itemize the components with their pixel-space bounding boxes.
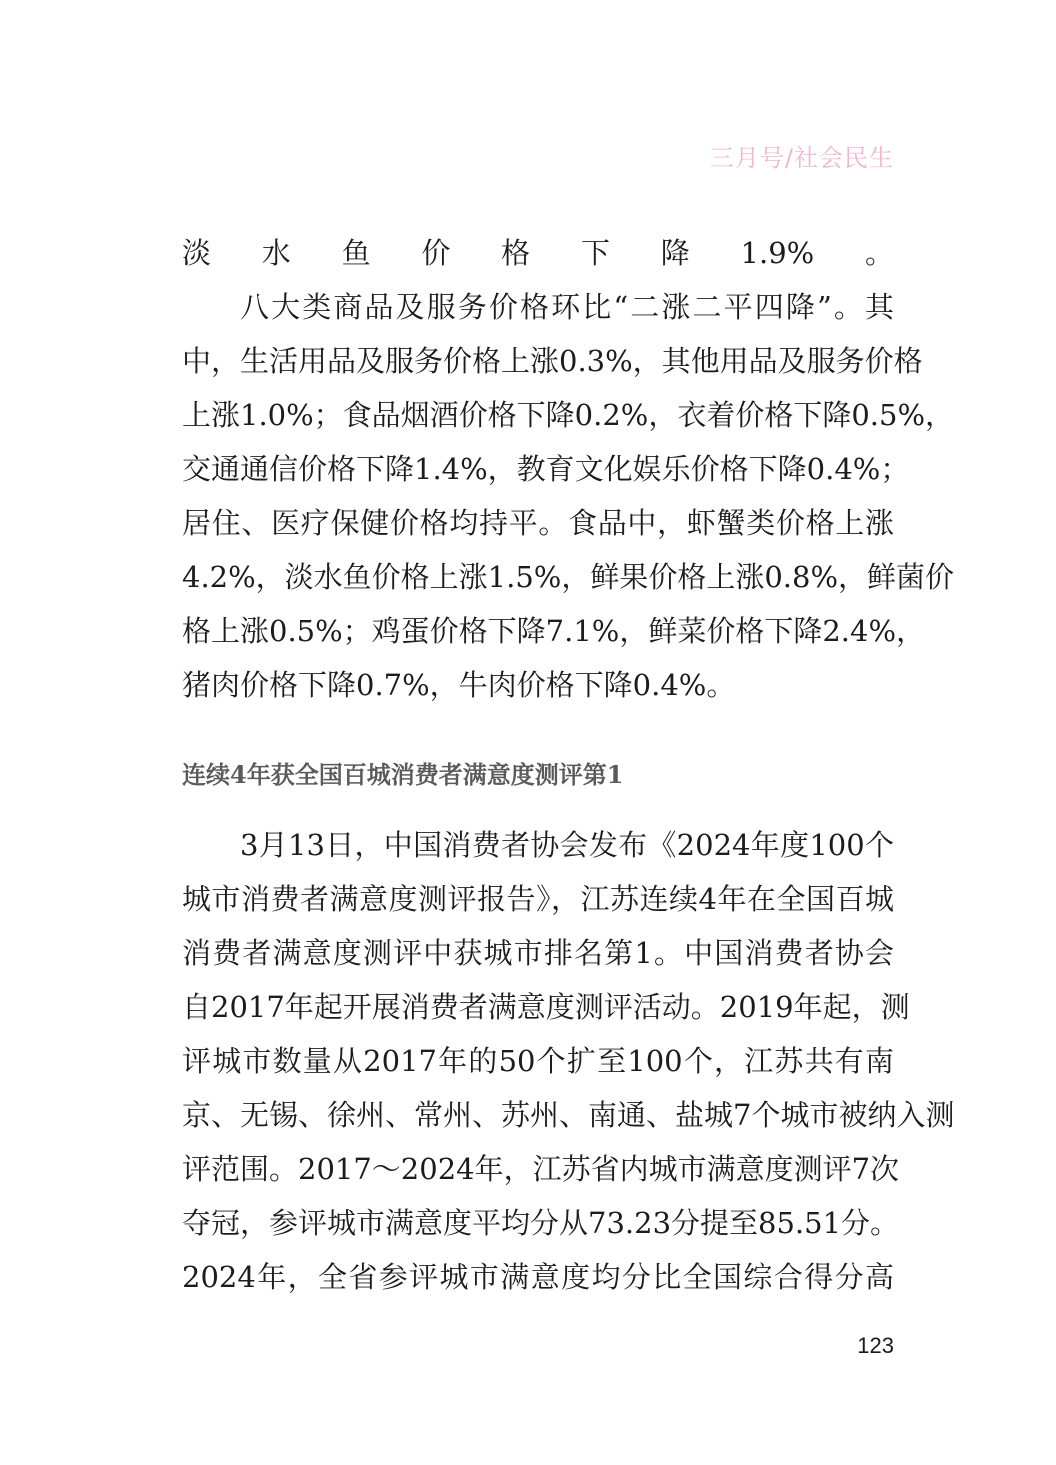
paragraph-line: 消费者满意度测评中获城市排名第1。中国消费者协会 bbox=[182, 936, 894, 970]
paragraph-line: 夺冠，参评城市满意度平均分从73.23分提至85.51分。 bbox=[182, 1206, 900, 1240]
paragraph-line: 2024年，全省参评城市满意度均分比全国综合得分高 bbox=[182, 1260, 894, 1294]
paragraph-line: 中，生活用品及服务价格上涨0.3%，其他用品及服务价格 bbox=[182, 344, 923, 378]
paragraph-line: 评范围。2017～2024年，江苏省内城市满意度测评7次 bbox=[182, 1152, 900, 1186]
paragraph-line: 3月13日，中国消费者协会发布《2024年度100个 bbox=[240, 828, 894, 862]
paragraph-line: 淡水鱼价格下降1.9%。 bbox=[182, 236, 894, 270]
page-number: 123 bbox=[857, 1333, 894, 1358]
paragraph-line: 交通通信价格下降1.4%，教育文化娱乐价格下降0.4%； bbox=[182, 452, 910, 486]
paragraph-line: 格上涨0.5%；鸡蛋价格下降7.1%，鲜菜价格下降2.4%， bbox=[182, 614, 926, 648]
running-header-title: 三月号/社会民生 bbox=[709, 144, 894, 172]
paragraph-line: 自2017年起开展消费者满意度测评活动。2019年起，测 bbox=[182, 990, 910, 1024]
paragraph-line: 猪肉价格下降0.7%，牛肉价格下降0.4%。 bbox=[182, 668, 736, 702]
paragraph-line: 评城市数量从2017年的50个扩至100个，江苏共有南 bbox=[182, 1044, 894, 1078]
paragraph-line: 京、无锡、徐州、常州、苏州、南通、盐城7个城市被纳入测 bbox=[182, 1098, 955, 1132]
paragraph-line: 上涨1.0%；食品烟酒价格下降0.2%，衣着价格下降0.5%， bbox=[182, 398, 955, 432]
article-body bbox=[182, 226, 955, 1304]
paragraph-line: 居住、医疗保健价格均持平。食品中，虾蟹类价格上涨 bbox=[182, 506, 894, 540]
paragraph-line: 4.2%，淡水鱼价格上涨1.5%，鲜果价格上涨0.8%，鲜菌价 bbox=[182, 560, 955, 594]
paragraph-line: 八大类商品及服务价格环比“二涨二平四降”。其 bbox=[240, 290, 894, 324]
section-heading: 连续4年获全国百城消费者满意度测评第1 bbox=[182, 760, 624, 789]
paragraph-line: 城市消费者满意度测评报告》，江苏连续4年在全国百城 bbox=[182, 882, 894, 916]
